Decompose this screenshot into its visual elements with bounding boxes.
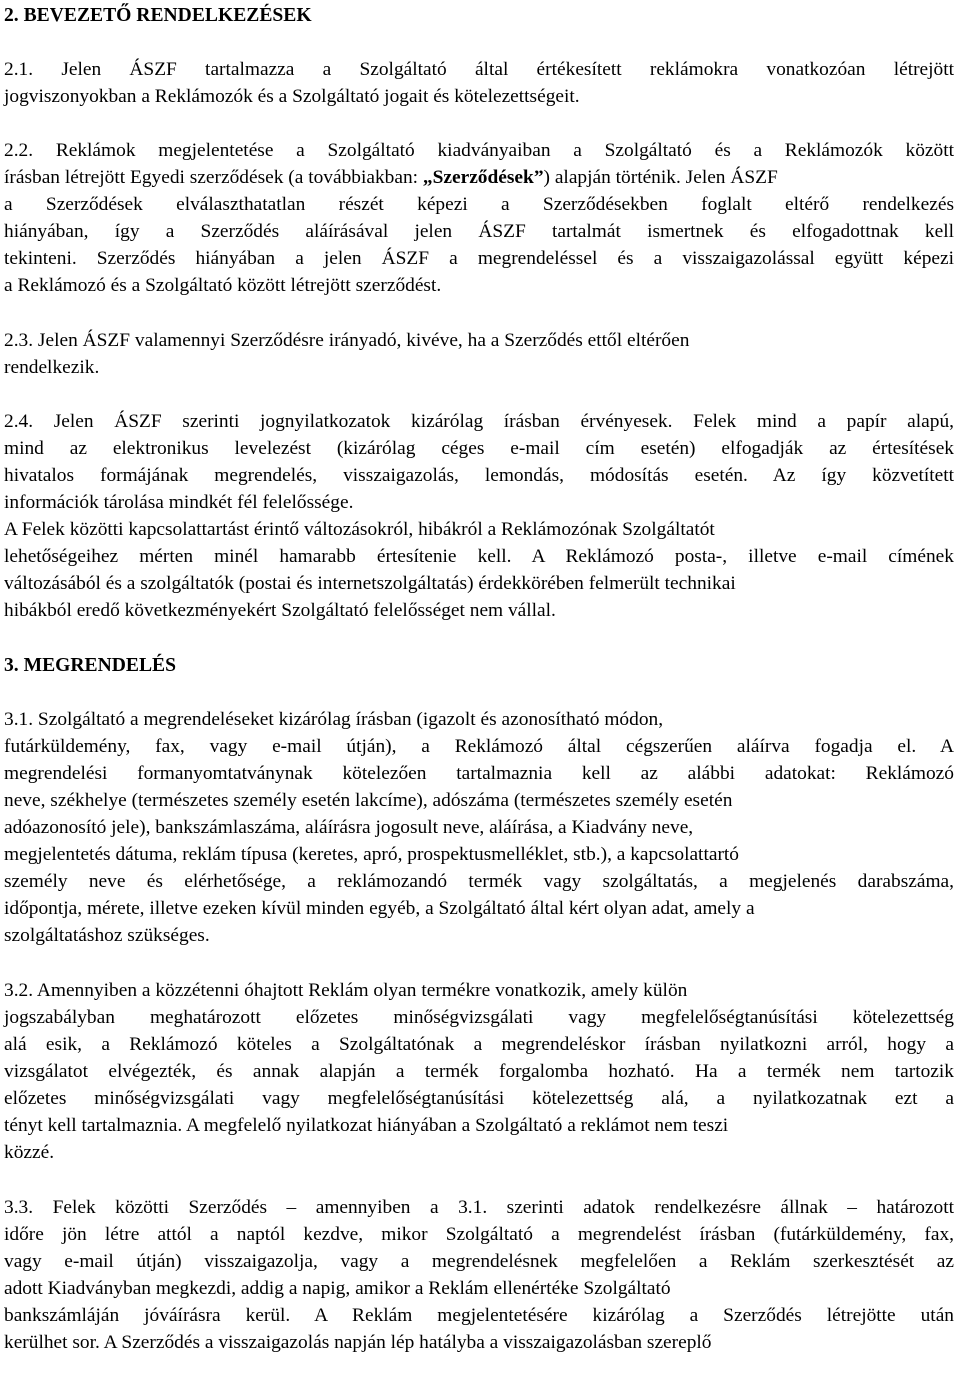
paragraph-3-1-line-7: személy neve és elérhetősége, a reklámozandó termék vagy szolgáltatás, a megjelenés darabszáma,: [4, 871, 954, 892]
paragraph-2-2-line-2: [4, 165, 778, 191]
paragraph-2-4-line-7: változásából és a szolgáltatók (postai és internetszolgáltatás) érdekkörében felmerült technikai: [4, 573, 736, 594]
paragraph-2-2-line-2-text-c: ) alapján történik. Jelen ÁSZF: [543, 167, 778, 188]
paragraph-2-4-line-6: lehetőségeihez mérten minél hamarabb értesítenie kell. A Reklámozó posta-, illetve e-mail címének: [4, 546, 954, 567]
paragraph-2-2-line-2-text-a: írásban létrejött Egyedi szerződések (a továbbiakban:: [4, 167, 423, 188]
paragraph-3-3-line-5: bankszámláján jóváírásra kerül. A Reklám megjelentetésére kizárólag a Szerződés létrejötte után: [4, 1305, 954, 1326]
paragraph-2-4-line-4: információk tárolása mindkét fél felelőssége.: [4, 492, 354, 513]
paragraph-3-1-line-1: 3.1. Szolgáltató a megrendeléseket kizárólag írásban (igazolt és azonosítható módon,: [4, 709, 664, 730]
paragraph-3-1-line-6: megjelentetés dátuma, reklám típusa (keretes, apró, prospektusmelléklet, stb.), a kapcsolattartó: [4, 844, 739, 865]
paragraph-2-2-line-3: a Szerződések elválaszthatatlan részét képezi a Szerződésekben foglalt eltérő rendelkezés: [4, 194, 954, 215]
paragraph-2-2-line-4: hiányában, így a Szerződés aláírásával jelen ÁSZF tartalmát ismertnek és elfogadottnak kell: [4, 221, 954, 242]
paragraph-3-1-line-3: megrendelési formanyomtatványnak kötelezően tartalmaznia kell az alábbi adatokat: Reklámozó: [4, 763, 954, 784]
paragraph-3-3-line-2: időre jön létre attól a naptól kezdve, mikor Szolgáltató a megrendelést írásban (futárküldemény, fax,: [4, 1224, 954, 1245]
paragraph-2-2-line-5: tekinteni. Szerződés hiányában a jelen ÁSZF a megrendeléssel és a visszaigazolással együtt képezi: [4, 248, 954, 269]
paragraph-2-2-line-1: 2.2. Reklámok megjelentetése a Szolgáltató kiadványaiban a Szolgáltató és a Reklámozók között: [4, 140, 954, 161]
paragraph-3-2-line-5: előzetes minőségvizsgálati vagy megfelelőségtanúsítási kötelezettség alá, a nyilatkozatnak ezt a: [4, 1088, 954, 1109]
term-szerzodesek: „Szerződések”: [422, 167, 544, 188]
paragraph-2-1-line-1: 2.1. Jelen ÁSZF tartalmazza a Szolgáltató által értékesített reklámokra vonatkozóan létrejött: [4, 59, 954, 80]
paragraph-2-3-line-2: rendelkezik.: [4, 357, 100, 378]
paragraph-2-2-line-6: a Reklámozó és a Szolgáltató között létrejött szerződést.: [4, 275, 442, 296]
paragraph-3-3-line-3: vagy e-mail útján) visszaigazolja, vagy a megrendelésnek megfelelően a Reklám szerkesztését az: [4, 1251, 954, 1272]
section-3-heading: 3. MEGRENDELÉS: [4, 655, 177, 676]
paragraph-3-2-line-2: jogszabályban meghatározott előzetes minőségvizsgálati vagy megfelelőségtanúsítási kötelezettség: [4, 1007, 954, 1028]
paragraph-2-3-line-1: 2.3. Jelen ÁSZF valamennyi Szerződésre irányadó, kivéve, ha a Szerződés ettől eltérően: [4, 330, 690, 351]
paragraph-3-2-line-1: 3.2. Amennyiben a közzétenni óhajtott Reklám olyan termékre vonatkozik, amely külön: [4, 980, 688, 1001]
paragraph-3-1-line-9: szolgáltatáshoz szükséges.: [4, 925, 210, 946]
paragraph-3-3-line-4: adott Kiadványban megkezdi, addig a napig, amikor a Reklám ellenértéke Szolgáltató: [4, 1278, 671, 1299]
paragraph-2-1-line-2: jogviszonyokban a Reklámozók és a Szolgáltató jogait és kötelezettségeit.: [4, 86, 580, 107]
paragraph-3-1-line-5: adóazonosító jele), bankszámlaszáma, aláírásra jogosult neve, aláírása, a Kiadvány neve,: [4, 817, 694, 838]
paragraph-2-4-line-2: mind az elektronikus levelezést (kizárólag céges e-mail cím esetén) elfogadják az értesítések: [4, 438, 954, 459]
paragraph-3-2-line-7: közzé.: [4, 1142, 55, 1163]
paragraph-3-2-line-6: tényt kell tartalmaznia. A megfelelő nyilatkozat hiányában a Szolgáltató a reklámot nem teszi: [4, 1115, 729, 1136]
section-2-heading: 2. BEVEZETŐ RENDELKEZÉSEK: [4, 5, 312, 26]
paragraph-3-1-line-2: futárküldemény, fax, vagy e-mail útján), a Reklámozó által cégszerűen aláírva fogadja el. A: [4, 736, 954, 757]
paragraph-3-1-line-4: neve, székhelye (természetes személy esetén lakcíme), adószáma (természetes személy esetén: [4, 790, 733, 811]
paragraph-2-4-line-1: 2.4. Jelen ÁSZF szerinti jognyilatkozatok kizárólag írásban érvényesek. Felek mind a papír alapú,: [4, 411, 954, 432]
paragraph-3-2-line-4: vizsgálatot elvégezték, és annak alapján a termék forgalomba hozható. Ha a termék nem tartozik: [4, 1061, 954, 1082]
paragraph-2-4-line-8: hibákból eredő következményekért Szolgáltató felelősséget nem vállal.: [4, 600, 556, 621]
paragraph-3-2-line-3: alá esik, a Reklámozó köteles a Szolgáltatónak a megrendeléskor írásban nyilatkozni arról, hogy a: [4, 1034, 954, 1055]
paragraph-3-3-line-6: kerülhet sor. A Szerződés a visszaigazolás napján lép hatályba a visszaigazolásban szereplő: [4, 1332, 712, 1353]
paragraph-3-1-line-8: időpontja, mérete, illetve ezeken kívül minden egyéb, a Szolgáltató által kért olyan adat, amely a: [4, 898, 755, 919]
paragraph-2-4-line-5: A Felek közötti kapcsolattartást érintő változásokról, hibákról a Reklámozónak Szolgáltatót: [4, 519, 715, 540]
paragraph-2-4-line-3: hivatalos formájának megrendelés, visszaigazolás, lemondás, módosítás esetén. Az így közvetített: [4, 465, 954, 486]
paragraph-3-3-line-1: 3.3. Felek közötti Szerződés – amennyiben a 3.1. szerinti adatok rendelkezésre állnak – határozott: [4, 1197, 954, 1218]
